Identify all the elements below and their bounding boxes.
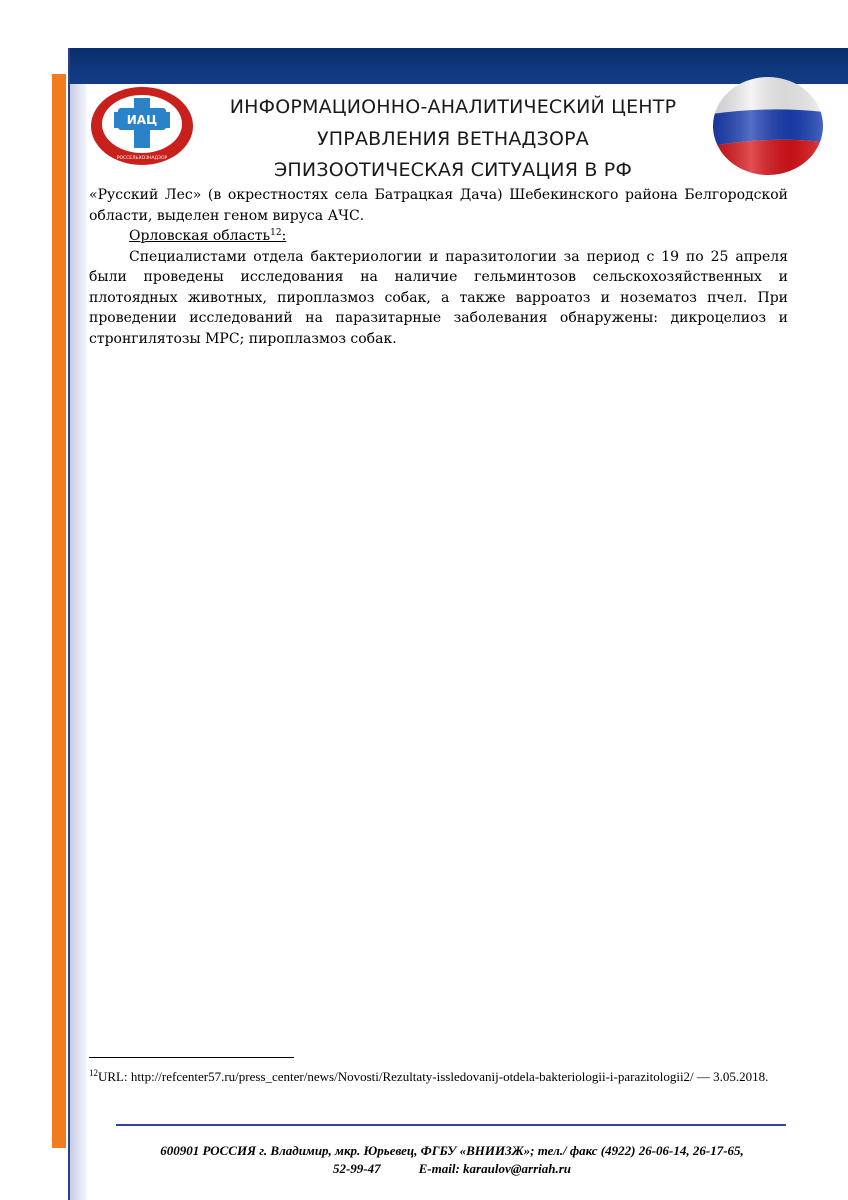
footnote-text: URL: http://refcenter57.ru/press_center/news/Novosti/Rezultaty-issledovanij-otdela-bakteriologii-i-parazitologii2/ — 3.05.2018. [98, 1069, 769, 1084]
iac-logo [90, 86, 194, 166]
region-colon: : [281, 228, 287, 244]
header-title-line3: ЭПИЗООТИЧЕСКАЯ СИТУАЦИЯ В РФ [273, 159, 633, 181]
header-title-line2: УПРАВЛЕНИЯ ВЕТНАДЗОРА [317, 127, 589, 150]
footer-phone-tail: 52-99-47 [332, 1161, 381, 1176]
gradient-side-bar [70, 84, 88, 1200]
footer-line2 [116, 1160, 788, 1178]
footnote [89, 1068, 788, 1086]
footer-line1: 600901 РОССИЯ г. Владимир, мкр. Юрьевец, ФГБУ «ВНИИЗЖ»; тел./ факс (4922) 26-06-14, 26-17-65, [160, 1143, 744, 1158]
main-paragraph: Специалистами отдела бактериологии и паразитологии за период с 19 по 25 апреля были проведены исследования на наличие гельминтозов сельскохозяйственных и плотоядных животных, пироплазмоз собак, а также варроатоз и нозематоз пчел. При проведении исследований на паразитарные заболевания обнаружены: дикроцелиоз и стронгилятозы МРС; пироплазмоз собак. [89, 248, 788, 347]
continuation-paragraph: «Русский Лес» (в окрестностях села Батрацкая Дача) Шебекинского района Белгородской области, выделен геном вируса АЧС. [89, 187, 788, 224]
footer-address [116, 1142, 788, 1178]
logo-text: ИАЦ [126, 113, 158, 127]
region-name [129, 228, 286, 244]
footer-email: E-mail: karaulov@arriah.ru [418, 1161, 572, 1176]
orange-side-bar [52, 74, 66, 1148]
region-heading [89, 226, 788, 247]
logo-ring-text: РОССЕЛЬХОЗНАДЗОР [116, 156, 168, 161]
center-header [198, 92, 708, 187]
footnote-number: 12 [89, 1068, 98, 1078]
header-title-line1: ИНФОРМАЦИОННО-АНАЛИТИЧЕСКИЙ ЦЕНТР [229, 96, 677, 118]
region-label: Орловская область [129, 228, 271, 244]
footnote-separator [89, 1057, 294, 1058]
document-body [89, 185, 788, 349]
footer-separator [116, 1124, 786, 1126]
russian-flag-icon [712, 76, 824, 176]
region-footnote-ref: 12 [270, 228, 282, 238]
